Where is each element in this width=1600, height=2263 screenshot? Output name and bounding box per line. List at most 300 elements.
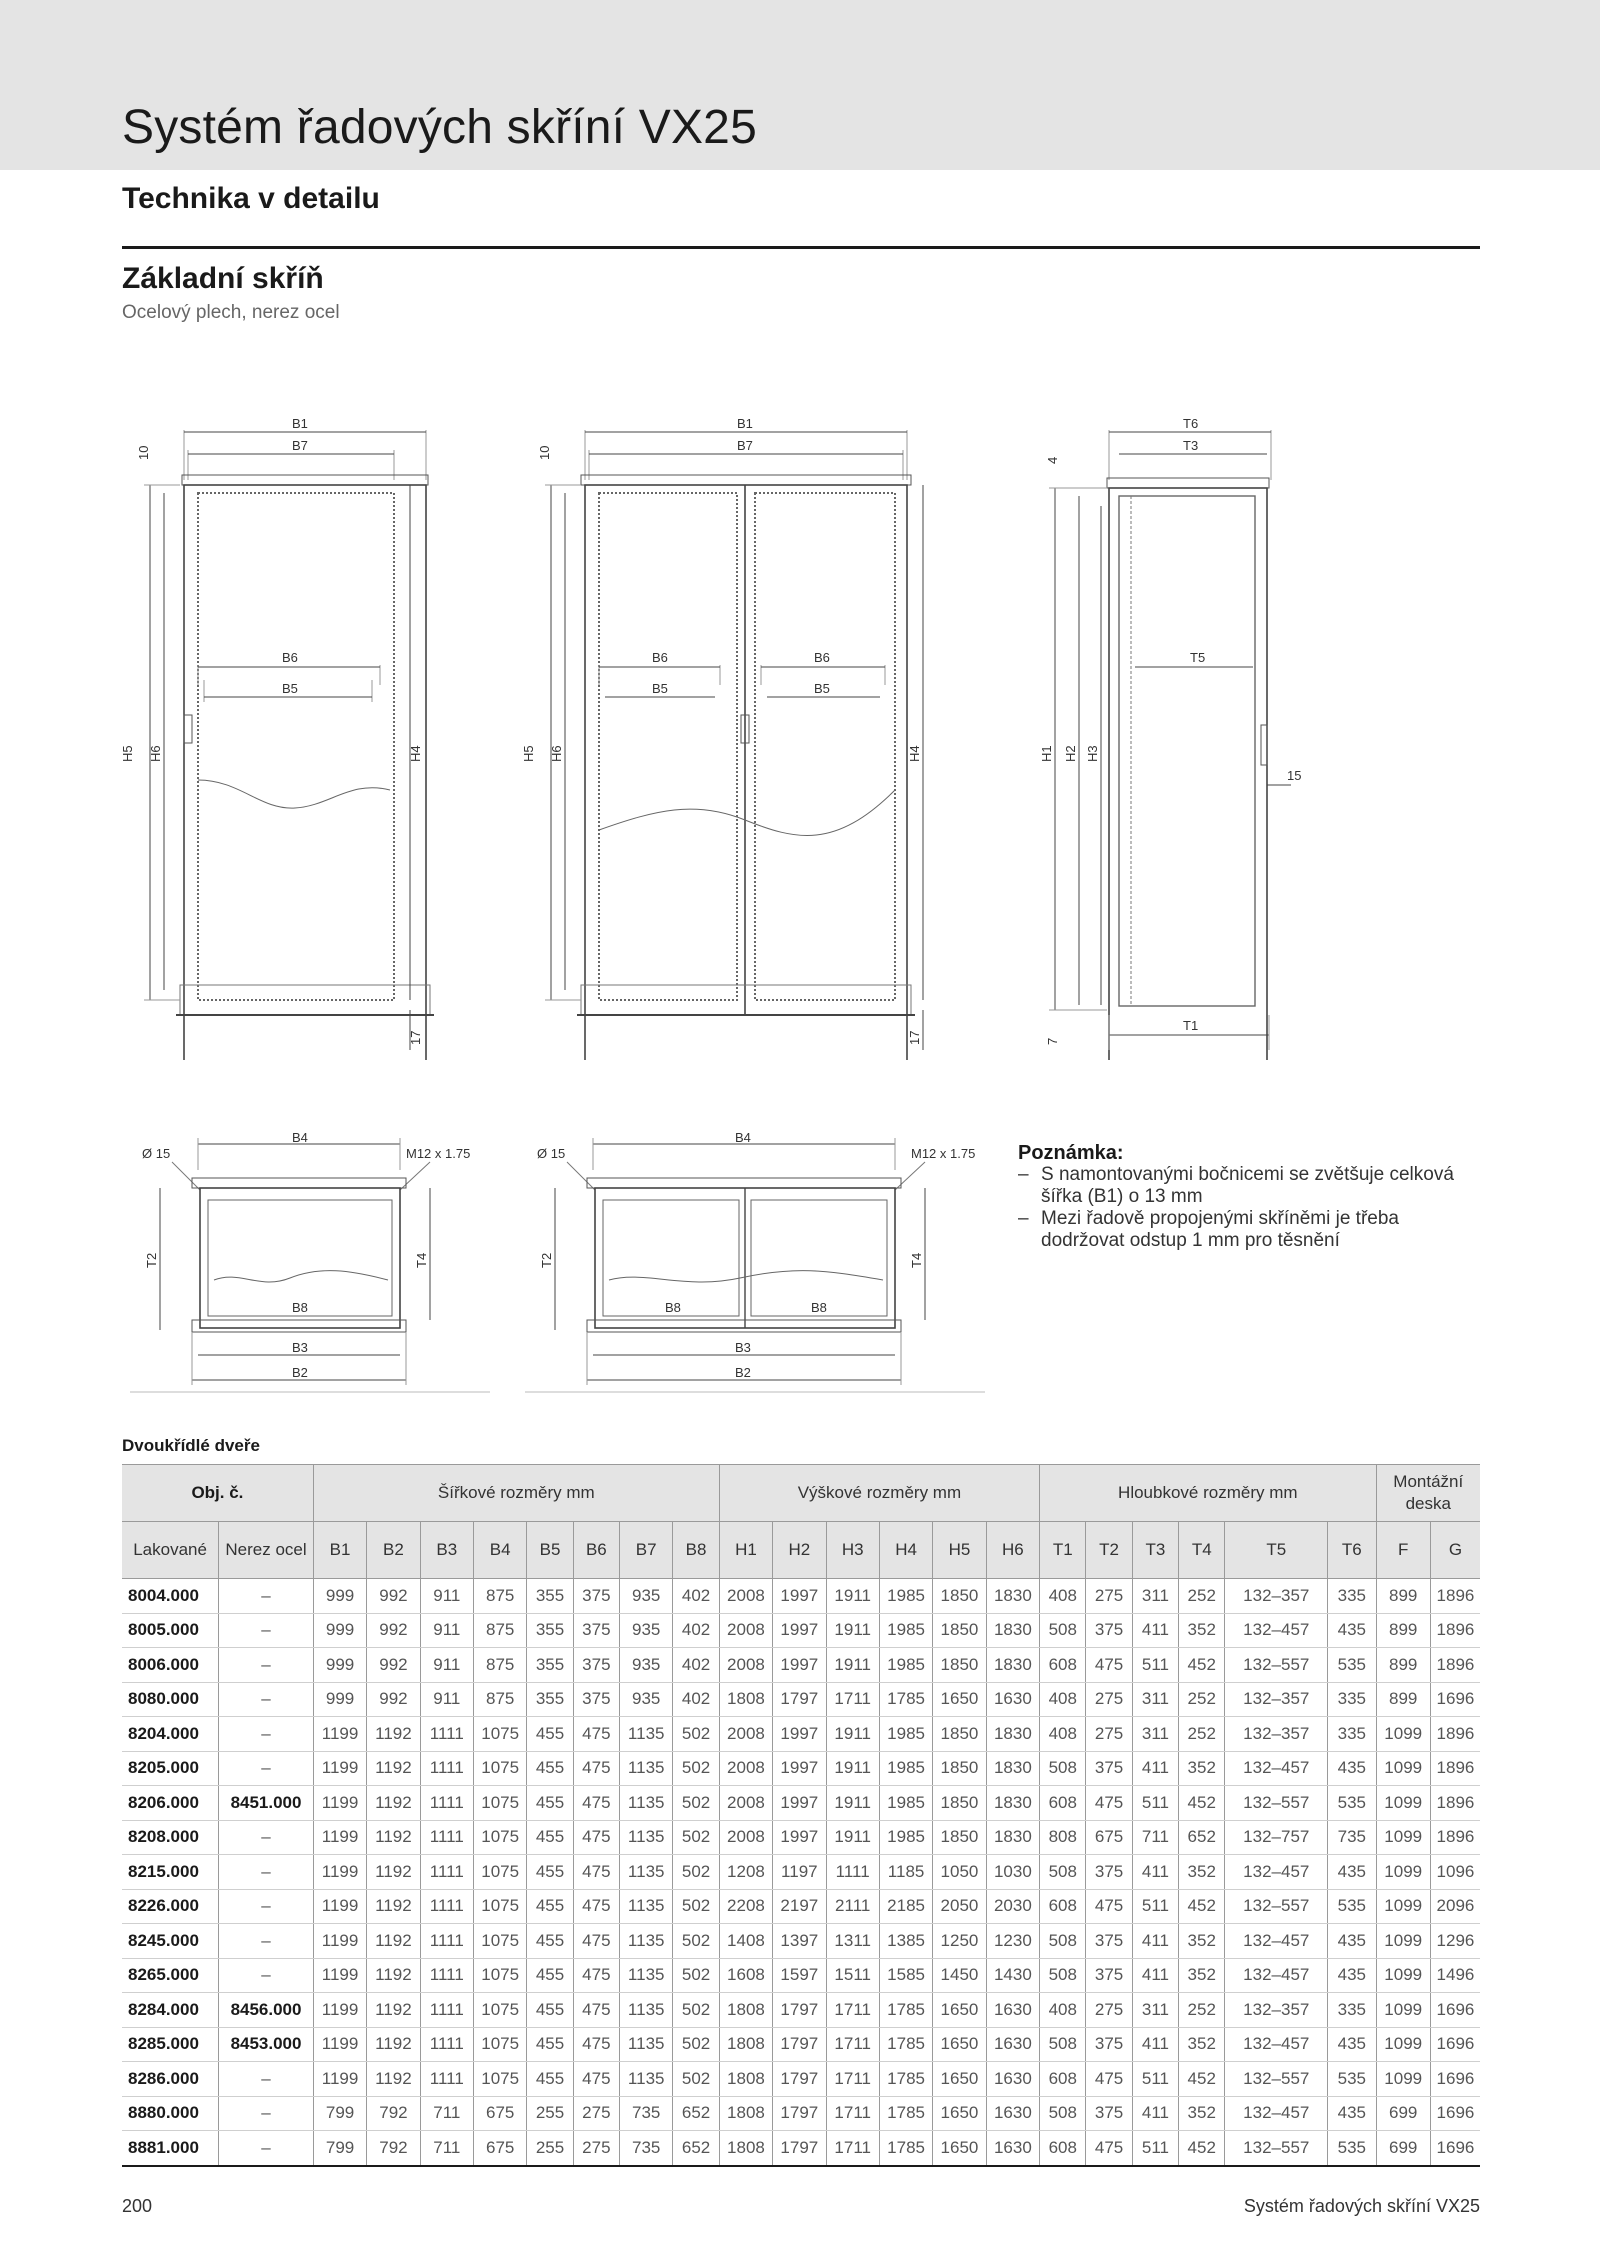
table-cell: 935	[620, 1579, 673, 1614]
table-row	[122, 1717, 1480, 1752]
table-cell: 1192	[367, 1751, 420, 1786]
table-cell: 132–457	[1225, 2096, 1328, 2131]
table-cell: 1630	[986, 2096, 1039, 2131]
part-number-stainless: 8456.000	[219, 1993, 314, 2028]
table-cell: 911	[420, 1682, 473, 1717]
table-cell: 1850	[933, 1579, 986, 1614]
table-cell: 999	[313, 1613, 366, 1648]
table-cell: 1135	[620, 1889, 673, 1924]
table-cell: 1608	[719, 1958, 772, 1993]
table-cell: 1135	[620, 1855, 673, 1890]
table-cell: 1099	[1376, 1786, 1430, 1821]
table-cell: 2008	[719, 1786, 772, 1821]
column-header: B4	[473, 1522, 526, 1579]
table-cell: 1099	[1376, 1751, 1430, 1786]
dim-label-t2: T2	[144, 1252, 159, 1268]
table-cell: 699	[1376, 2131, 1430, 2166]
column-header: H2	[773, 1522, 826, 1579]
table-cell: 455	[527, 2062, 573, 2097]
table-cell: 1135	[620, 1820, 673, 1855]
table-cell: 1075	[473, 1855, 526, 1890]
table-row	[122, 1958, 1480, 1993]
part-number-stainless: –	[219, 2062, 314, 2097]
table-cell: 1911	[826, 1579, 879, 1614]
table-cell: 1050	[933, 1855, 986, 1890]
column-header: G	[1430, 1522, 1480, 1579]
table-cell: 711	[1132, 1820, 1178, 1855]
table-cell: 1030	[986, 1855, 1039, 1890]
table-cell: 1192	[367, 1958, 420, 1993]
table-cell: 1075	[473, 1717, 526, 1752]
table-cell: 535	[1328, 1786, 1376, 1821]
dim-label-b8: B8	[292, 1300, 308, 1315]
table-cell: 1397	[773, 1924, 826, 1959]
part-number-lacquered: 8004.000	[122, 1579, 219, 1614]
table-column-header-row	[122, 1522, 1480, 1579]
table-cell: 411	[1132, 2096, 1178, 2131]
table-cell: 502	[673, 1751, 719, 1786]
table-cell: 1075	[473, 1958, 526, 1993]
column-header: Nerez ocel	[219, 1522, 314, 1579]
table-cell: 875	[473, 1648, 526, 1683]
dim-label-b4: B4	[292, 1130, 308, 1145]
table-cell: 1192	[367, 1855, 420, 1890]
part-number-lacquered: 8881.000	[122, 2131, 219, 2166]
table-cell: 1630	[986, 2131, 1039, 2166]
dim-label-b5-right: B5	[814, 681, 830, 696]
table-cell: 435	[1328, 2027, 1376, 2062]
table-cell: 1911	[826, 1820, 879, 1855]
table-cell: 675	[473, 2096, 526, 2131]
table-cell: 1199	[313, 2062, 366, 2097]
table-cell: 675	[1086, 1820, 1132, 1855]
column-header: H3	[826, 1522, 879, 1579]
table-cell: 475	[1086, 1786, 1132, 1821]
table-cell: 1711	[826, 2027, 879, 2062]
table-caption: Dvoukřídlé dveře	[122, 1436, 260, 1455]
table-cell: 1896	[1430, 1717, 1480, 1752]
table-cell: 511	[1132, 2131, 1178, 2166]
table-cell: 1192	[367, 2062, 420, 2097]
table-cell: 132–457	[1225, 1613, 1328, 1648]
running-title: Systém řadových skříní VX25	[1243, 2196, 1480, 2216]
table-cell: 1075	[473, 1924, 526, 1959]
part-number-stainless: –	[219, 1855, 314, 1890]
table-cell: 352	[1179, 1855, 1225, 1890]
table-row	[122, 1648, 1480, 1683]
table-cell: 452	[1179, 2131, 1225, 2166]
dim-label-h2: H2	[1063, 745, 1078, 762]
table-cell: 411	[1132, 1855, 1178, 1890]
table-cell: 1111	[420, 1958, 473, 1993]
table-row	[122, 1786, 1480, 1821]
part-number-lacquered: 8005.000	[122, 1613, 219, 1648]
table-cell: 452	[1179, 1786, 1225, 1821]
table-cell: 1830	[986, 1786, 1039, 1821]
table-cell: 1797	[773, 2062, 826, 2097]
part-number-stainless: –	[219, 2131, 314, 2166]
table-cell: 408	[1040, 1579, 1086, 1614]
part-number-stainless: –	[219, 1682, 314, 1717]
table-cell: 352	[1179, 1924, 1225, 1959]
table-group-header-row	[122, 1465, 1480, 1522]
table-cell: 1111	[420, 1820, 473, 1855]
dim-label-b6: B6	[282, 650, 298, 665]
side-view-drawing	[1035, 410, 1315, 1060]
table-cell: 1075	[473, 1889, 526, 1924]
table-cell: 375	[1086, 1855, 1132, 1890]
table-cell: 808	[1040, 1820, 1086, 1855]
table-cell: 1997	[773, 1579, 826, 1614]
column-header: B6	[573, 1522, 619, 1579]
dim-label-h6: H6	[549, 745, 564, 762]
table-cell: 455	[527, 1993, 573, 2028]
table-cell: 1099	[1376, 1958, 1430, 1993]
table-cell: 1496	[1430, 1958, 1480, 1993]
table-cell: 1111	[420, 1924, 473, 1959]
table-row	[122, 1924, 1480, 1959]
part-number-lacquered: 8208.000	[122, 1820, 219, 1855]
table-cell: 475	[573, 1786, 619, 1821]
table-cell: 1830	[986, 1579, 1039, 1614]
table-cell: 1997	[773, 1717, 826, 1752]
table-cell: 899	[1376, 1579, 1430, 1614]
table-cell: 1985	[879, 1648, 932, 1683]
table-cell: 402	[673, 1579, 719, 1614]
thread-label: M12 x 1.75	[406, 1146, 471, 1161]
table-cell: 452	[1179, 1648, 1225, 1683]
table-cell: 132–557	[1225, 1648, 1328, 1683]
table-cell: 2030	[986, 1889, 1039, 1924]
table-cell: 502	[673, 1958, 719, 1993]
table-cell: 1711	[826, 2062, 879, 2097]
part-number-stainless: –	[219, 1613, 314, 1648]
table-cell: 792	[367, 2131, 420, 2166]
dim-label-t2: T2	[539, 1252, 554, 1268]
table-cell: 1075	[473, 1993, 526, 2028]
table-cell: 1696	[1430, 1993, 1480, 2028]
table-cell: 1896	[1430, 1820, 1480, 1855]
table-cell: 1099	[1376, 1820, 1430, 1855]
table-cell: 132–357	[1225, 1682, 1328, 1717]
table-cell: 311	[1132, 1579, 1178, 1614]
header-height-group: Výškové rozměry mm	[719, 1465, 1039, 1522]
table-row	[122, 2096, 1480, 2131]
table-cell: 1785	[879, 1993, 932, 2028]
table-cell: 335	[1328, 1579, 1376, 1614]
table-cell: 375	[573, 1682, 619, 1717]
dim-label-t5: T5	[1190, 650, 1206, 665]
table-cell: 1135	[620, 1786, 673, 1821]
table-cell: 652	[673, 2131, 719, 2166]
dim-label-hinge-gap: 15	[1287, 768, 1302, 783]
table-cell: 875	[473, 1682, 526, 1717]
table-cell: 352	[1179, 1958, 1225, 1993]
table-cell: 435	[1328, 2096, 1376, 2131]
table-cell: 475	[573, 1958, 619, 1993]
note-item: – S namontovanými bočnicemi se zvětšuje celková šířka (B1) o 13 mm	[1018, 1164, 1458, 1208]
dim-label-b6-right: B6	[814, 650, 830, 665]
column-header: F	[1376, 1522, 1430, 1579]
table-cell: 132–457	[1225, 1855, 1328, 1890]
table-cell: 1696	[1430, 2131, 1480, 2166]
table-cell: 375	[573, 1648, 619, 1683]
table-cell: 455	[527, 1717, 573, 1752]
dim-label-b7: B7	[292, 438, 308, 453]
hole-diameter-label: Ø 15	[537, 1146, 566, 1161]
table-cell: 335	[1328, 1993, 1376, 2028]
page-number: 200	[122, 2196, 153, 2216]
table-cell: 375	[573, 1613, 619, 1648]
dim-label-b8-left: B8	[665, 1300, 681, 1315]
table-cell: 1696	[1430, 2027, 1480, 2062]
table-cell: 1192	[367, 2027, 420, 2062]
table-cell: 535	[1328, 1648, 1376, 1683]
table-cell: 1797	[773, 1993, 826, 2028]
part-number-stainless: –	[219, 1820, 314, 1855]
table-cell: 1630	[986, 2062, 1039, 2097]
table-cell: 1997	[773, 1786, 826, 1821]
table-cell: 511	[1132, 2062, 1178, 2097]
part-number-lacquered: 8284.000	[122, 1993, 219, 2028]
table-cell: 1985	[879, 1751, 932, 1786]
table-cell: 475	[573, 1751, 619, 1786]
subsection-caption: Ocelový plech, nerez ocel	[122, 302, 340, 323]
table-cell: 1197	[773, 1855, 826, 1890]
table-cell: 1808	[719, 2027, 772, 2062]
table-cell: 252	[1179, 1717, 1225, 1752]
dim-label-h6: H6	[148, 745, 163, 762]
table-cell: 899	[1376, 1613, 1430, 1648]
table-cell: 502	[673, 2027, 719, 2062]
table-cell: 452	[1179, 2062, 1225, 2097]
table-cell: 1250	[933, 1924, 986, 1959]
table-cell: 1385	[879, 1924, 932, 1959]
table-cell: 608	[1040, 1648, 1086, 1683]
table-cell: 452	[1179, 1889, 1225, 1924]
part-number-lacquered: 8245.000	[122, 1924, 219, 1959]
header-depth-group: Hloubkové rozměry mm	[1040, 1465, 1376, 1522]
table-cell: 1111	[420, 2027, 473, 2062]
table-cell: 911	[420, 1613, 473, 1648]
table-cell: 132–457	[1225, 1751, 1328, 1786]
table-cell: 1199	[313, 1889, 366, 1924]
table-cell: 275	[1086, 1682, 1132, 1717]
table-cell: 1997	[773, 1648, 826, 1683]
table-cell: 1630	[986, 1993, 1039, 2028]
column-header: B1	[313, 1522, 366, 1579]
part-number-lacquered: 8286.000	[122, 2062, 219, 2097]
table-cell: 699	[1376, 2096, 1430, 2131]
table-cell: 792	[367, 2096, 420, 2131]
table-cell: 311	[1132, 1682, 1178, 1717]
column-header: H5	[933, 1522, 986, 1579]
table-cell: 508	[1040, 1613, 1086, 1648]
table-cell: 799	[313, 2131, 366, 2166]
table-cell: 1630	[986, 1682, 1039, 1717]
table-cell: 875	[473, 1579, 526, 1614]
table-cell: 1099	[1376, 1855, 1430, 1890]
table-cell: 1192	[367, 1786, 420, 1821]
table-cell: 1830	[986, 1751, 1039, 1786]
table-cell: 735	[620, 2096, 673, 2131]
header-plate-group: Montážní deska	[1376, 1465, 1480, 1522]
table-cell: 455	[527, 1820, 573, 1855]
table-cell: 899	[1376, 1682, 1430, 1717]
table-cell: 608	[1040, 2131, 1086, 2166]
column-header: B8	[673, 1522, 719, 1579]
table-cell: 352	[1179, 2027, 1225, 2062]
thread-label: M12 x 1.75	[911, 1146, 976, 1161]
part-number-lacquered: 8265.000	[122, 1958, 219, 1993]
table-cell: 911	[420, 1579, 473, 1614]
table-cell: 1185	[879, 1855, 932, 1890]
table-body	[122, 1579, 1480, 2166]
table-cell: 911	[420, 1648, 473, 1683]
table-cell: 711	[420, 2096, 473, 2131]
table-cell: 1997	[773, 1820, 826, 1855]
table-cell: 992	[367, 1648, 420, 1683]
table-cell: 1075	[473, 1751, 526, 1786]
part-number-lacquered: 8204.000	[122, 1717, 219, 1752]
table-cell: 1985	[879, 1786, 932, 1821]
part-number-stainless: –	[219, 1924, 314, 1959]
table-cell: 1911	[826, 1751, 879, 1786]
table-cell: 875	[473, 1613, 526, 1648]
table-cell: 475	[573, 1924, 619, 1959]
table-cell: 502	[673, 1786, 719, 1821]
table-cell: 502	[673, 1855, 719, 1890]
table-cell: 1850	[933, 1751, 986, 1786]
hole-diameter-label: Ø 15	[142, 1146, 171, 1161]
dim-label-top-gap: 4	[1045, 456, 1060, 464]
table-cell: 511	[1132, 1648, 1178, 1683]
table-cell: 992	[367, 1682, 420, 1717]
table-cell: 1650	[933, 2062, 986, 2097]
table-cell: 475	[573, 1717, 619, 1752]
table-row	[122, 2062, 1480, 2097]
table-cell: 375	[1086, 1958, 1132, 1993]
dim-label-bottom-gap: 17	[408, 1030, 423, 1045]
table-cell: 2208	[719, 1889, 772, 1924]
table-cell: 1430	[986, 1958, 1039, 1993]
table-cell: 132–457	[1225, 1958, 1328, 1993]
table-cell: 1199	[313, 2027, 366, 2062]
table-cell: 1850	[933, 1613, 986, 1648]
plan-view-double-drawing	[525, 1130, 985, 1400]
table-cell: 408	[1040, 1682, 1086, 1717]
table-cell: 899	[1376, 1648, 1430, 1683]
table-cell: 1135	[620, 2027, 673, 2062]
table-cell: 511	[1132, 1889, 1178, 1924]
table-row	[122, 1613, 1480, 1648]
table-cell: 435	[1328, 1958, 1376, 1993]
table-cell: 1199	[313, 1958, 366, 1993]
dim-label-top-gap: 10	[136, 445, 151, 460]
table-cell: 411	[1132, 1613, 1178, 1648]
dimensions-table	[122, 1464, 1480, 2167]
column-header: H1	[719, 1522, 772, 1579]
table-cell: 535	[1328, 1889, 1376, 1924]
column-header: H6	[986, 1522, 1039, 1579]
table-cell: 999	[313, 1579, 366, 1614]
table-cell: 1192	[367, 1889, 420, 1924]
part-number-lacquered: 8226.000	[122, 1889, 219, 1924]
part-number-stainless: 8451.000	[219, 1786, 314, 1821]
table-row	[122, 1751, 1480, 1786]
table-cell: 1135	[620, 1993, 673, 2028]
dim-label-b4: B4	[735, 1130, 751, 1145]
table-cell: 502	[673, 1820, 719, 1855]
dim-label-b2: B2	[735, 1365, 751, 1380]
table-cell: 132–357	[1225, 1993, 1328, 2028]
table-cell: 1911	[826, 1717, 879, 1752]
table-cell: 1111	[420, 1889, 473, 1924]
table-cell: 1808	[719, 1993, 772, 2028]
table-cell: 1985	[879, 1717, 932, 1752]
dim-label-h5: H5	[521, 745, 536, 762]
table-cell: 252	[1179, 1682, 1225, 1717]
table-row	[122, 1820, 1480, 1855]
table-cell: 508	[1040, 1958, 1086, 1993]
table-cell: 1192	[367, 1820, 420, 1855]
table-cell: 408	[1040, 1993, 1086, 2028]
table-cell: 999	[313, 1648, 366, 1683]
table-cell: 1850	[933, 1717, 986, 1752]
table-cell: 132–557	[1225, 1786, 1328, 1821]
table-cell: 1075	[473, 2027, 526, 2062]
table-cell: 2008	[719, 1717, 772, 1752]
column-header: B2	[367, 1522, 420, 1579]
table-cell: 275	[1086, 1993, 1132, 2028]
table-cell: 475	[1086, 2131, 1132, 2166]
column-header: T1	[1040, 1522, 1086, 1579]
table-cell: 1911	[826, 1648, 879, 1683]
dim-label-t1: T1	[1183, 1018, 1199, 1033]
table-cell: 1111	[420, 1751, 473, 1786]
table-cell: 455	[527, 1924, 573, 1959]
dim-label-t6: T6	[1183, 416, 1199, 431]
table-cell: 1099	[1376, 1889, 1430, 1924]
table-cell: 511	[1132, 1786, 1178, 1821]
page-title: Systém řadových skříní VX25	[122, 101, 757, 154]
dim-label-b1: B1	[737, 416, 753, 431]
table-cell: 1111	[420, 1786, 473, 1821]
dim-label-b2: B2	[292, 1365, 308, 1380]
table-cell: 375	[1086, 1613, 1132, 1648]
part-number-stainless: –	[219, 1751, 314, 1786]
table-cell: 1199	[313, 1820, 366, 1855]
table-cell: 1711	[826, 2096, 879, 2131]
front-view-double-door-drawing	[515, 410, 935, 1060]
table-cell: 1199	[313, 1751, 366, 1786]
table-cell: 508	[1040, 2027, 1086, 2062]
table-cell: 352	[1179, 1613, 1225, 1648]
table-cell: 1997	[773, 1613, 826, 1648]
table-cell: 1896	[1430, 1751, 1480, 1786]
table-cell: 475	[573, 1855, 619, 1890]
table-cell: 475	[573, 2027, 619, 2062]
table-row	[122, 1579, 1480, 1614]
column-header: T6	[1328, 1522, 1376, 1579]
table-cell: 1311	[826, 1924, 879, 1959]
table-cell: 475	[1086, 1889, 1132, 1924]
dim-label-b1: B1	[292, 416, 308, 431]
table-cell: 455	[527, 1786, 573, 1821]
table-cell: 1785	[879, 2131, 932, 2166]
table-cell: 252	[1179, 1579, 1225, 1614]
table-cell: 2096	[1430, 1889, 1480, 1924]
